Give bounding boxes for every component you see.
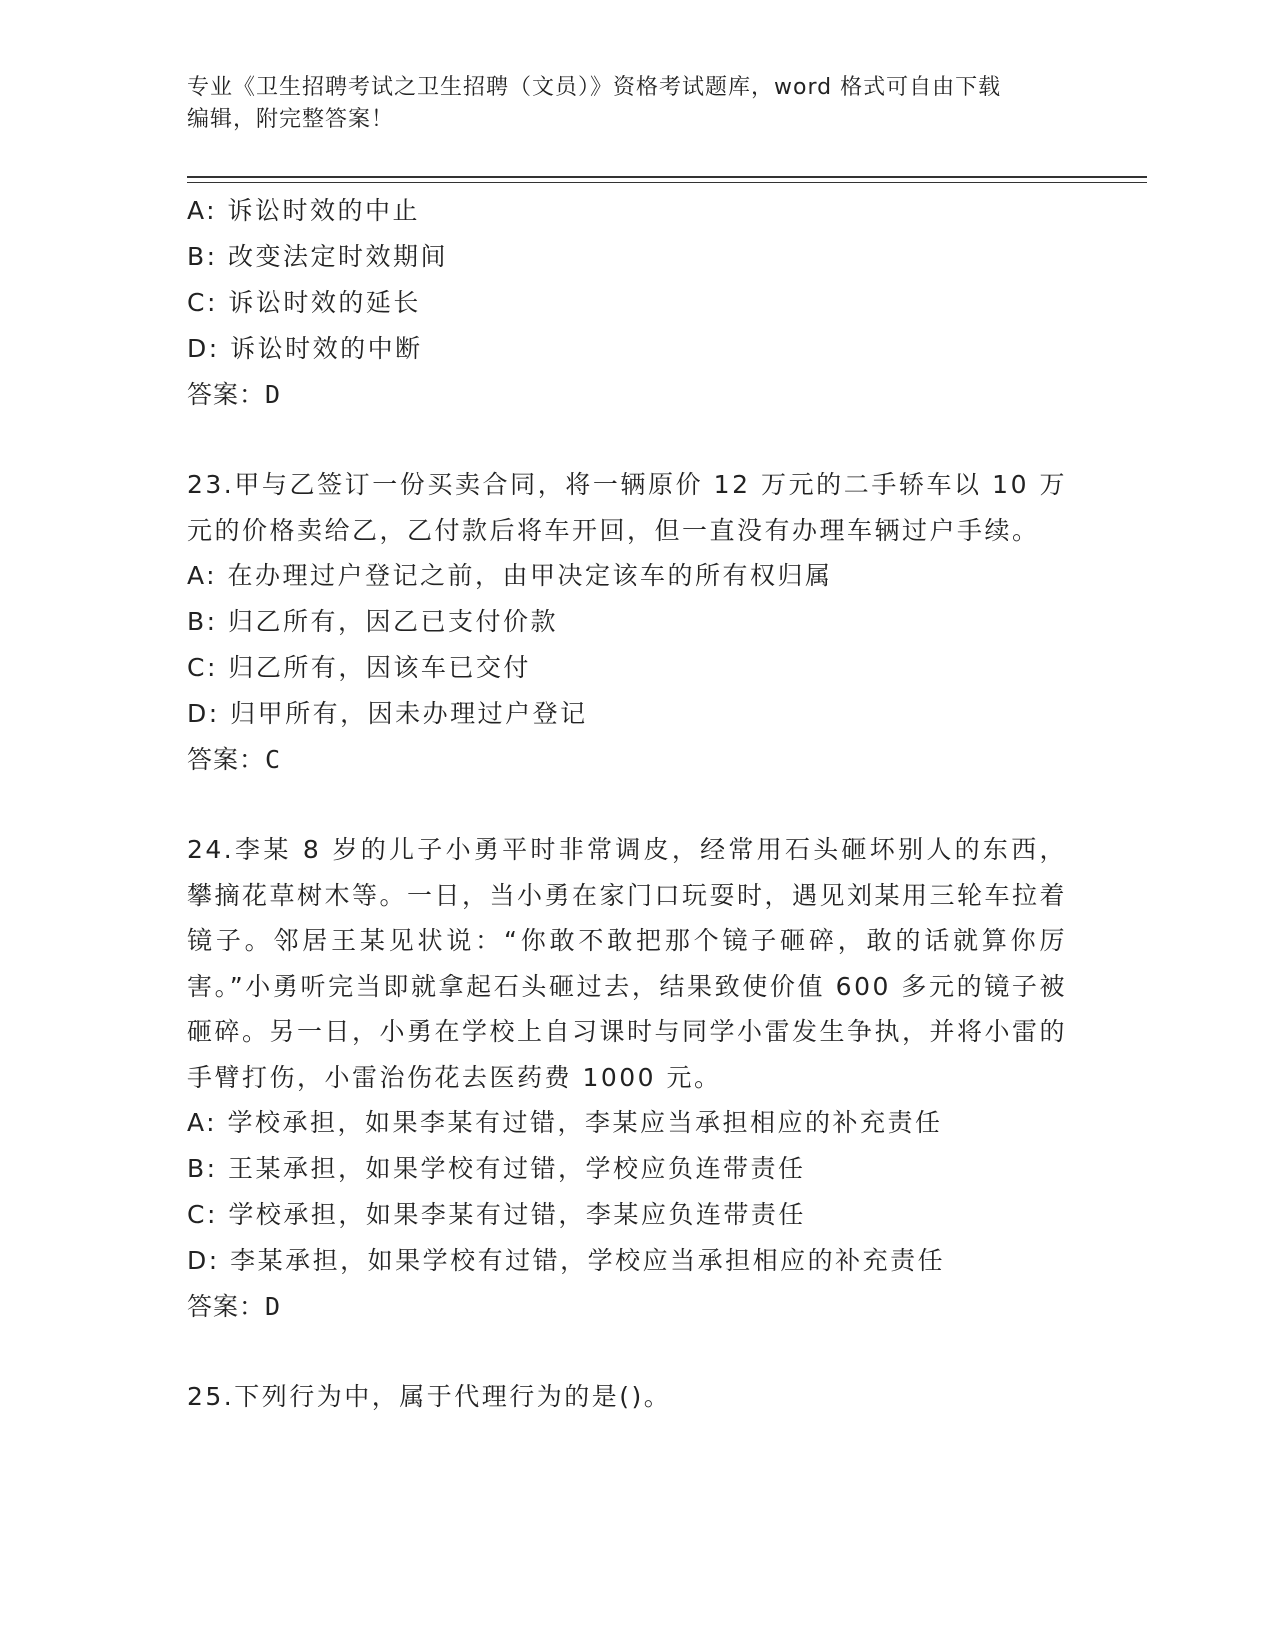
spacer <box>187 1330 1067 1374</box>
q24-answer: 答案：D <box>187 1292 282 1321</box>
q22-answer: 答案：D <box>187 380 282 409</box>
q24-option-d: D: 李某承担，如果学校有过错，学校应当承担相应的补充责任 <box>187 1246 946 1275</box>
document-header <box>187 72 1067 136</box>
q23-answer: 答案：C <box>187 745 282 774</box>
question-23 <box>187 462 1067 783</box>
q23-option-d: D: 归甲所有，因未办理过户登记 <box>187 699 588 728</box>
q24-option-c: C: 学校承担，如果李某有过错，李某应负连带责任 <box>187 1200 806 1229</box>
q22-option-d: D: 诉讼时效的中断 <box>187 334 423 363</box>
q24-stem: 24.李某 8 岁的儿子小勇平时非常调皮，经常用石头砸坏别人的东西，攀摘花草树木等。一日，当小勇在家门口玩耍时，遇见刘某用三轮车拉着镜子。邻居王某见状说：“你敢不敢把那个镜子砸碎，敢的话就算你厉害。”小勇听完当即就拿起石头砸过去，结果致使价值 600 多元的镜子被砸碎。另一日，小勇在学校上自习课时与同学小雷发生争执，并将小雷的手臂打伤，小雷治伤花去医药费 1000 元。 <box>187 835 1068 1092</box>
question-25 <box>187 1374 1067 1420</box>
question-list <box>187 188 1067 1420</box>
header-line-2: 编辑，附完整答案！ <box>187 107 395 132</box>
q24-option-b: B: 王某承担，如果学校有过错，学校应负连带责任 <box>187 1154 806 1183</box>
q22-option-c: C: 诉讼时效的延长 <box>187 288 421 317</box>
q23-option-a: A: 在办理过户登记之前，由甲决定该车的所有权归属 <box>187 561 833 590</box>
header-divider-thin <box>187 182 1147 183</box>
question-24 <box>187 827 1067 1330</box>
q23-stem: 23.甲与乙签订一份买卖合同，将一辆原价 12 万元的二手轿车以 10 万元的价格卖给乙，乙付款后将车开回，但一直没有办理车辆过户手续。 <box>187 470 1067 545</box>
q23-option-b: B: 归乙所有，因乙已支付价款 <box>187 607 559 636</box>
question-22 <box>187 188 1067 418</box>
header-divider-thick <box>187 176 1147 178</box>
spacer <box>187 418 1067 462</box>
q22-option-a: A: 诉讼时效的中止 <box>187 196 421 225</box>
q24-option-a: A: 学校承担，如果李某有过错，李某应当承担相应的补充责任 <box>187 1108 943 1137</box>
header-line-1: 专业《卫生招聘考试之卫生招聘（文员）》资格考试题库，word 格式可自由下载 <box>187 75 1002 100</box>
q23-option-c: C: 归乙所有，因该车已交付 <box>187 653 531 682</box>
spacer <box>187 783 1067 827</box>
q22-option-b: B: 改变法定时效期间 <box>187 242 449 271</box>
q25-stem: 25.下列行为中，属于代理行为的是()。 <box>187 1382 672 1411</box>
